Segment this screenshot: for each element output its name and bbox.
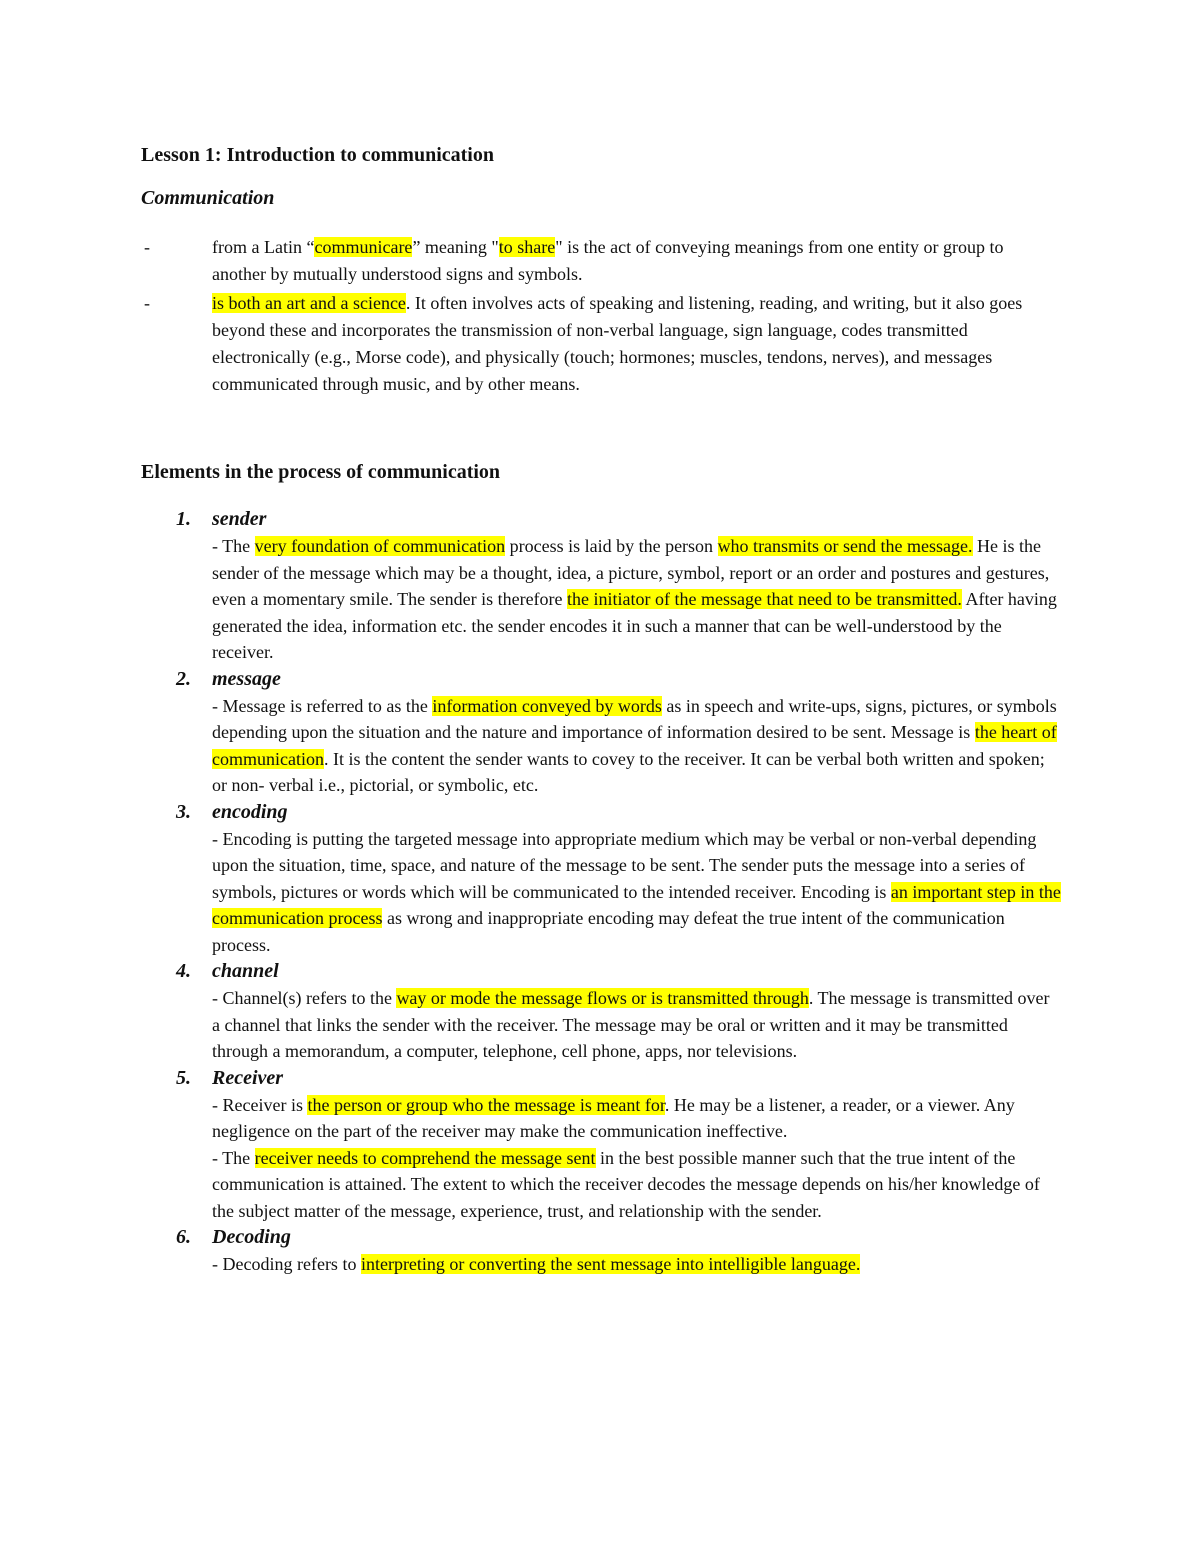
communication-bullet-list xyxy=(141,234,1061,400)
item-number: 6. xyxy=(176,1226,191,1248)
highlighted-text: receiver needs to comprehend the message sent xyxy=(254,1147,596,1168)
element-item-encoding xyxy=(141,799,1061,959)
element-item-receiver xyxy=(141,1065,1061,1225)
bullet-item xyxy=(141,234,1061,288)
highlighted-text: way or mode the message flows or is transmitted through xyxy=(396,988,809,1008)
highlighted-text: interpreting or converting the sent message into intelligible language. xyxy=(360,1254,861,1274)
highlighted-text: the initiator of the message that need to be transmitted. xyxy=(567,589,962,609)
highlighted-text: an important step in the communication process xyxy=(212,881,1061,928)
highlighted-text: the person or group who the message is meant for xyxy=(307,1094,665,1115)
text-run: as wrong and inappropriate encoding may defeat the true intent of the communication process. xyxy=(212,908,1005,955)
lesson-title: Lesson 1: Introduction to communication xyxy=(141,144,494,166)
element-term: message xyxy=(212,667,281,690)
elements-numbered-list xyxy=(141,506,1061,1278)
bullet-item xyxy=(141,290,1061,398)
text-run: ” meaning " xyxy=(412,237,499,257)
highlighted-text: very foundation of communication xyxy=(254,536,506,556)
element-item-sender xyxy=(141,506,1061,666)
item-number: 1. xyxy=(176,508,191,530)
item-number: 3. xyxy=(176,800,191,823)
item-number: 4. xyxy=(176,960,191,982)
text-run: - Encoding is putting the targeted message into appropriate medium which may be verbal or non-verbal depending upon the situation, time, space, and nature of the message to be sent. The sender puts the message into a series of symbols, pictures or words which will be communicated to the intended receiver. Encoding is xyxy=(212,828,1037,902)
highlighted-text: is both an art and a science xyxy=(212,293,406,313)
element-term: encoding xyxy=(212,800,288,823)
item-number: 2. xyxy=(176,667,191,690)
element-term: channel xyxy=(212,960,279,982)
text-run: He is the sender of the message which may be a thought, idea, a picture, symbol, report or an order and postures and gestures, even a momentary smile. The sender is therefore xyxy=(212,536,1050,609)
highlighted-text: to share xyxy=(498,237,556,257)
bullet-dash: - xyxy=(144,237,150,257)
text-run: After having generated the idea, information etc. the sender encodes it in such a manner that can be well-understood by the receiver. xyxy=(212,589,1057,662)
text-run: - Channel(s) refers to the xyxy=(212,988,397,1008)
text-run: - Message is referred to as the xyxy=(212,695,433,716)
element-item-channel xyxy=(141,958,1061,1065)
highlighted-text: who transmits or send the message. xyxy=(717,536,973,556)
element-term: Receiver xyxy=(212,1066,284,1089)
text-run: . It is the content the sender wants to covey to the receiver. It can be verbal both written and spoken; or non- verbal i.e., pictorial, or symbolic, etc. xyxy=(212,748,1045,795)
text-run: - Decoding refers to xyxy=(212,1254,361,1274)
text-run: - The xyxy=(212,1147,255,1168)
text-run: . It often involves acts of speaking and listening, reading, and writing, but it also goes beyond these and incorporates the transmission of non-verbal language, sign language, codes transmitted electronically (e.g., Morse code), and physically (touch; hormones; muscles, tendons, nerves), and messages communicated through music, and by other means. xyxy=(212,293,1023,394)
text-run: process is laid by the person xyxy=(505,536,718,556)
text-run: in the best possible manner such that the true intent of the communication is attained. The extent to which the receiver decodes the message depends on his/her knowledge of the subject matter of the message, experience, trust, and relationship with the sender. xyxy=(212,1147,1040,1221)
highlighted-text: communicare xyxy=(314,237,413,257)
element-item-decoding xyxy=(141,1224,1061,1278)
text-run: . The message is transmitted over a channel that links the sender with the receiver. The message may be oral or written and it may be transmitted through a memorandum, a computer, telephone, cell phone, apps, nor televisions. xyxy=(212,988,1050,1061)
bullet-dash: - xyxy=(144,293,150,313)
section-title-elements: Elements in the process of communication xyxy=(141,461,501,483)
text-run: " is the act of conveying meanings from one entity or group to another by mutually understood signs and symbols. xyxy=(212,237,1004,284)
element-item-message xyxy=(141,666,1061,799)
highlighted-text: information conveyed by words xyxy=(432,695,662,716)
element-term: Decoding xyxy=(212,1226,291,1248)
text-run: . He may be a listener, a reader, or a viewer. Any negligence on the part of the receiver may make the communication ineffective. xyxy=(212,1094,1015,1141)
text-run: - Receiver is xyxy=(212,1094,308,1115)
section-title-communication: Communication xyxy=(141,187,275,209)
highlighted-text: the heart of communication xyxy=(212,722,1057,769)
text-run: - The xyxy=(212,536,255,556)
text-run: from a Latin “ xyxy=(212,237,315,257)
element-term: sender xyxy=(212,508,267,530)
text-run: as in speech and write-ups, signs, pictures, or symbols depending upon the situation and the nature and importance of information desired to be sent. Message is xyxy=(212,695,1057,742)
item-number: 5. xyxy=(176,1066,191,1089)
